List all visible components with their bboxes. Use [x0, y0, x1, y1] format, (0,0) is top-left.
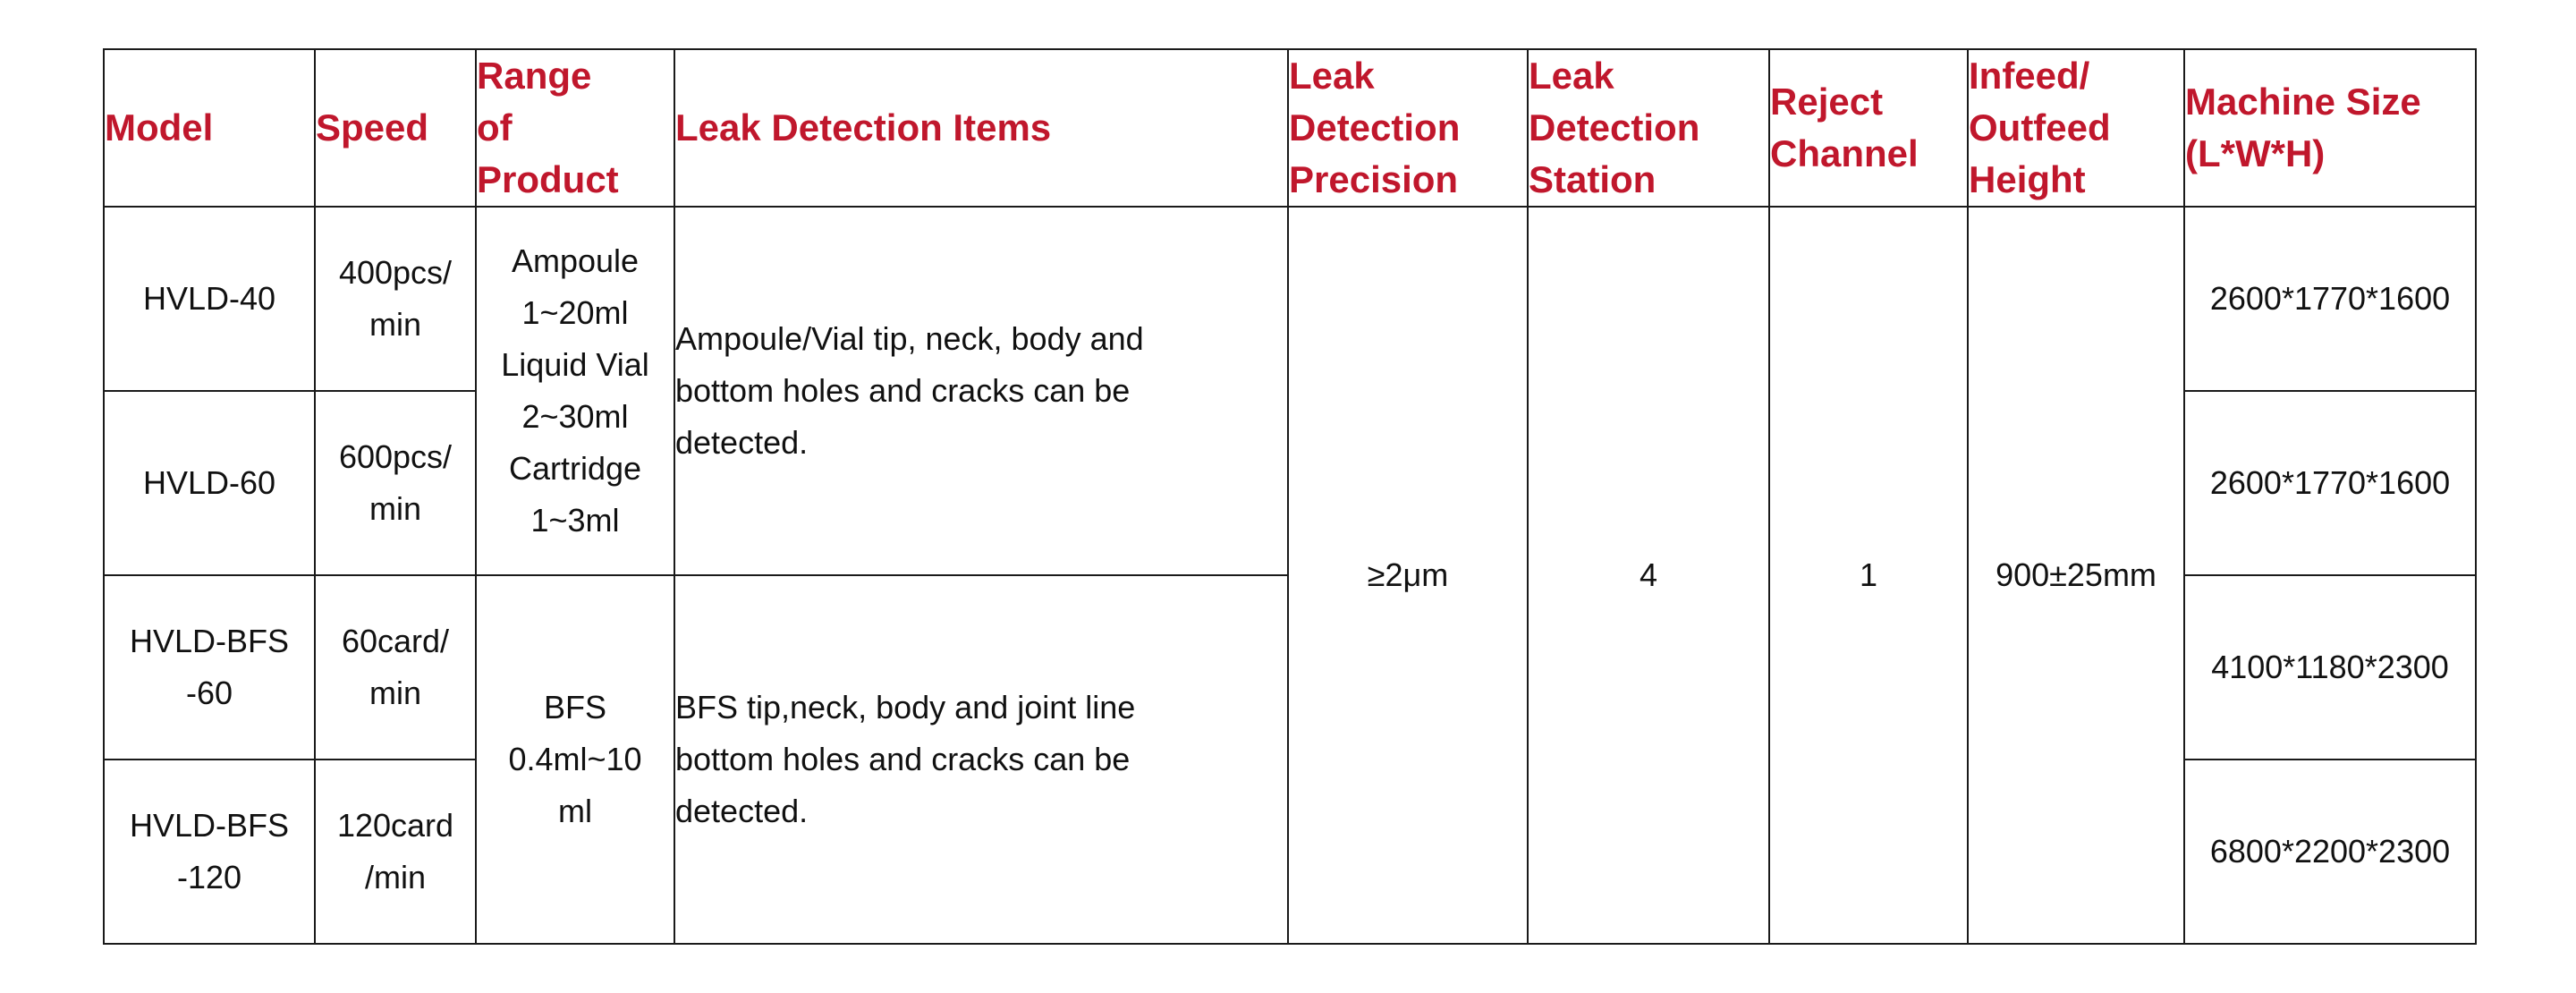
infeed-outfeed-height-cell: 900±25mm: [1968, 207, 2184, 944]
header-speed: Speed: [315, 49, 476, 207]
reject-channel-cell: 1: [1769, 207, 1968, 944]
speed-cell: 60card/ min: [315, 575, 476, 760]
range-of-product-cell: Ampoule 1~20ml Liquid Vial 2~30ml Cartridge 1~3ml: [476, 207, 674, 575]
header-leak-detection-items: Leak Detection Items: [674, 49, 1288, 207]
table-row: [104, 207, 2476, 391]
leak-detection-spec-table: [103, 48, 2477, 945]
model-cell: HVLD-BFS -60: [104, 575, 315, 760]
model-cell: HVLD-60: [104, 391, 315, 575]
machine-size-cell: 6800*2200*2300: [2184, 760, 2476, 944]
station-cell: 4: [1528, 207, 1769, 944]
machine-size-cell: 2600*1770*1600: [2184, 391, 2476, 575]
header-machine-size: Machine Size (L*W*H): [2184, 49, 2476, 207]
model-cell: HVLD-BFS -120: [104, 760, 315, 944]
model-cell: HVLD-40: [104, 207, 315, 391]
machine-size-cell: 4100*1180*2300: [2184, 575, 2476, 760]
speed-cell: 120card /min: [315, 760, 476, 944]
header-reject-channel: Reject Channel: [1769, 49, 1968, 207]
header-infeed-outfeed-height: Infeed/ Outfeed Height: [1968, 49, 2184, 207]
leak-detection-items-cell: BFS tip,neck, body and joint line bottom holes and cracks can be detected.: [674, 575, 1288, 944]
header-model: Model: [104, 49, 315, 207]
range-of-product-cell: BFS 0.4ml~10 ml: [476, 575, 674, 944]
speed-cell: 600pcs/ min: [315, 391, 476, 575]
header-range-of-product: Range of Product: [476, 49, 674, 207]
header-row: [104, 49, 2476, 207]
precision-cell: ≥2μm: [1288, 207, 1528, 944]
header-leak-detection-station: Leak Detection Station: [1528, 49, 1769, 207]
header-leak-detection-precision: Leak Detection Precision: [1288, 49, 1528, 207]
leak-detection-items-cell: Ampoule/Vial tip, neck, body and bottom holes and cracks can be detected.: [674, 207, 1288, 575]
speed-cell: 400pcs/ min: [315, 207, 476, 391]
machine-size-cell: 2600*1770*1600: [2184, 207, 2476, 391]
